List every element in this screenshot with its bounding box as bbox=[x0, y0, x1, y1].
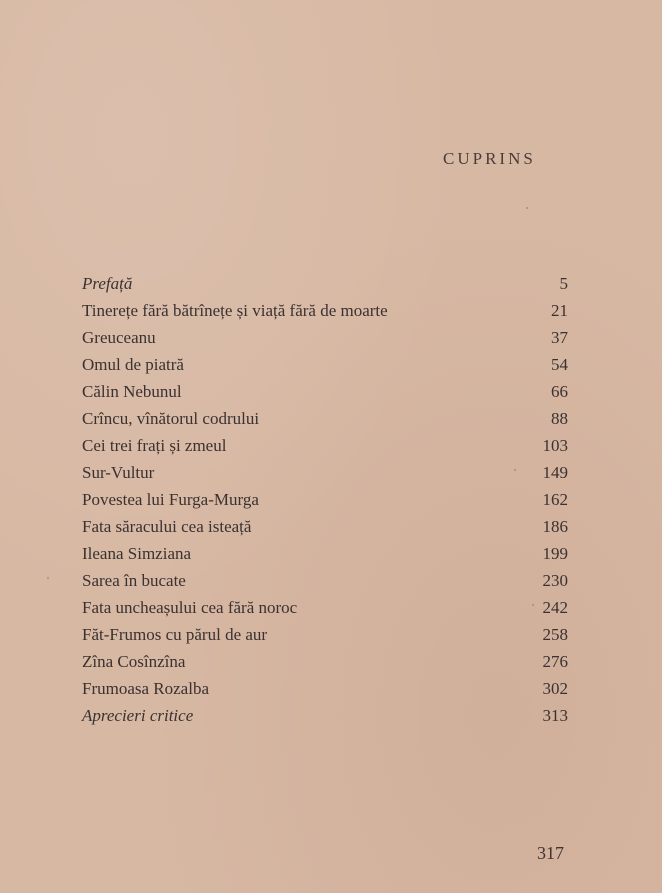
toc-entry-page: 21 bbox=[551, 301, 568, 320]
toc-row bbox=[82, 648, 568, 675]
toc-entry-page: 186 bbox=[542, 517, 568, 536]
toc-entry-page: 242 bbox=[542, 598, 568, 617]
toc-row bbox=[82, 702, 568, 729]
toc-row bbox=[82, 432, 568, 459]
toc-row bbox=[82, 378, 568, 405]
toc-row bbox=[82, 540, 568, 567]
toc-entry-page: 302 bbox=[542, 679, 568, 698]
toc-entry-page: 162 bbox=[542, 490, 568, 509]
toc-row bbox=[82, 324, 568, 351]
toc-entry-title: Tinerețe fără bătrînețe și viață fără de moarte bbox=[82, 301, 388, 320]
paper-speck bbox=[514, 469, 516, 471]
toc-entry-page: 88 bbox=[551, 409, 568, 428]
toc-row bbox=[82, 513, 568, 540]
paper-speck bbox=[526, 207, 528, 209]
toc-entry-page: 66 bbox=[551, 382, 568, 401]
toc-row bbox=[82, 351, 568, 378]
toc-entry-title: Crîncu, vînătorul codrului bbox=[82, 409, 260, 428]
toc-entry-title: Sarea în bucate bbox=[82, 571, 186, 590]
table-of-contents bbox=[82, 270, 568, 729]
toc-entry-page: 149 bbox=[542, 463, 568, 482]
toc-entry-title: Sur-Vultur bbox=[82, 463, 155, 482]
toc-entry-page: 313 bbox=[542, 706, 568, 725]
toc-entry-title: Făt-Frumos cu părul de aur bbox=[82, 625, 268, 644]
toc-entry-title: Cei trei frați și zmeul bbox=[82, 436, 227, 455]
toc-entry-title: Aprecieri critice bbox=[82, 706, 194, 725]
toc-entry-page: 276 bbox=[542, 652, 568, 671]
toc-row bbox=[82, 675, 568, 702]
page-number: 317 bbox=[537, 843, 564, 863]
toc-entry-page: 230 bbox=[542, 571, 568, 590]
toc-row bbox=[82, 486, 568, 513]
toc-entry-page: 54 bbox=[551, 355, 568, 374]
toc-row bbox=[82, 594, 568, 621]
toc-row bbox=[82, 270, 568, 297]
toc-entry-title: Omul de piatră bbox=[82, 355, 184, 374]
toc-entry-title: Povestea lui Furga-Murga bbox=[82, 490, 259, 509]
toc-entry-page: 5 bbox=[559, 274, 568, 293]
toc-row bbox=[82, 621, 568, 648]
toc-entry-title: Frumoasa Rozalba bbox=[82, 679, 209, 698]
paper-speck bbox=[532, 604, 534, 606]
toc-entry-page: 258 bbox=[542, 625, 568, 644]
toc-entry-title: Prefață bbox=[82, 274, 133, 293]
toc-entry-title: Călin Nebunul bbox=[82, 382, 182, 401]
toc-entry-page: 103 bbox=[542, 436, 568, 455]
toc-entry-title: Fata uncheașului cea fără noroc bbox=[82, 598, 298, 617]
toc-row bbox=[82, 297, 568, 324]
toc-entry-title: Zîna Cosînzîna bbox=[82, 652, 186, 671]
toc-entry-title: Fata săracului cea isteață bbox=[82, 517, 252, 536]
toc-entry-title: Ileana Simziana bbox=[82, 544, 192, 563]
toc-row bbox=[82, 459, 568, 486]
toc-row bbox=[82, 567, 568, 594]
toc-entry-page: 199 bbox=[542, 544, 568, 563]
page-title: CUPRINS bbox=[443, 149, 536, 168]
toc-row bbox=[82, 405, 568, 432]
toc-entry-title: Greuceanu bbox=[82, 328, 156, 347]
toc-entry-page: 37 bbox=[551, 328, 568, 347]
paper-speck bbox=[47, 577, 49, 579]
